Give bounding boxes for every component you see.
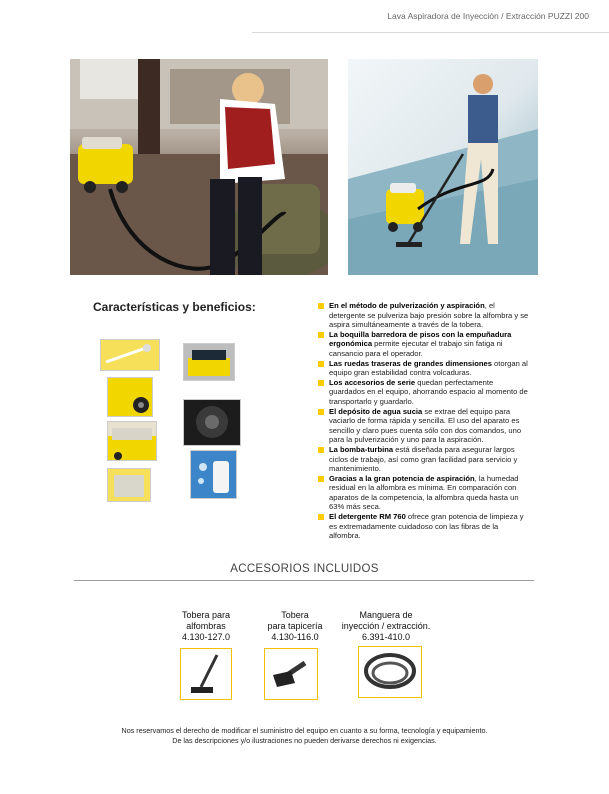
- accessory-name: Manguera de inyección / extracción.: [341, 610, 431, 631]
- accessory-injection-hose: [335, 610, 437, 643]
- accessories-title: ACCESORIOS INCLUIDOS: [230, 563, 379, 575]
- accessory-name: Tobera para tapicería: [267, 610, 323, 631]
- feature-item: En el método de pulverización y aspiración, el detergente se pulveriza bajo presión sobre la alfombra y se aspira simultáneamente a través de la tobera.: [318, 301, 530, 330]
- accessory-carpet-nozzle: [165, 610, 247, 643]
- thumbnail-machine-control: [183, 343, 235, 381]
- thumbnail-accessories-storage: [107, 421, 157, 461]
- thumbnail-pump-turbine: [183, 399, 241, 446]
- features-list: [318, 301, 530, 541]
- thumbnail-spray-nozzle: [100, 339, 160, 371]
- bullet-square-icon: [318, 303, 324, 309]
- feature-item: Las ruedas traseras de grandes dimensiones otorgan al equipo gran estabilidad contra volcaduras.: [318, 359, 530, 378]
- bullet-square-icon: [318, 361, 324, 367]
- photo-woman-cleaning-armchair: [70, 59, 328, 275]
- footer-line-2: De las descripciones y/o ilustraciones no pueden derivarse derechos ni exigencias.: [172, 736, 437, 745]
- bullet-square-icon: [318, 514, 324, 520]
- bullet-square-icon: [318, 332, 324, 338]
- document-header-title: Lava Aspiradora de Inyección / Extracción PUZZI 200: [387, 11, 589, 21]
- header-rule: [252, 32, 609, 33]
- feature-item: Los accesorios de serie quedan perfectamente guardados en el equipo, ahorrando espacio al momento de transportarlo y guardarlo.: [318, 378, 530, 407]
- accessory-code: 4.130-127.0: [181, 632, 231, 642]
- feature-item: Gracias a la gran potencia de aspiración, la humedad residual en la alfombra es mínima. En comparación con aparatos de la competencia, la alfombra queda hasta un 63% más seca.: [318, 474, 530, 512]
- footer-disclaimer: [0, 726, 609, 746]
- photo-man-cleaning-floor: [348, 59, 538, 275]
- upholstery-nozzle-image: [264, 648, 318, 700]
- accessory-code: 6.391-410.0: [361, 632, 411, 642]
- accessory-name: Tobera para alfombras: [181, 610, 231, 631]
- accessory-upholstery-nozzle: [255, 610, 335, 643]
- carpet-nozzle-image: [180, 648, 232, 700]
- bullet-square-icon: [318, 447, 324, 453]
- features-section-title: Características y beneficios:: [93, 300, 256, 314]
- bullet-square-icon: [318, 409, 324, 415]
- thumbnail-detergent-rm760: [190, 450, 237, 499]
- feature-item: La boquilla barredora de pisos con la empuñadura ergonómica permite ejecutar el trabajo sin fatiga ni cansancio para el operador.: [318, 330, 530, 359]
- feature-item: El depósito de agua sucia se extrae del equipo para vaciarlo de forma rápida y sencilla. El uso del aparato es sencillo y claro pues cuenta sólo con dos comandos, uno para la pulverización y uno para la aspiración.: [318, 407, 530, 445]
- feature-item: El detergente RM 760 ofrece gran potencia de limpieza y es extremadamente cuidadoso con las fibras de la alfombra.: [318, 512, 530, 541]
- thumbnail-dirty-water-tank: [107, 468, 151, 502]
- feature-item: La bomba-turbina está diseñada para asegurar largos ciclos de trabajo, así como gran facilidad para servicio y mantenimiento.: [318, 445, 530, 474]
- bullet-square-icon: [318, 476, 324, 482]
- accessory-code: 4.130-116.0: [271, 632, 319, 642]
- injection-hose-image: [358, 646, 422, 698]
- accessories-rule: [74, 580, 534, 581]
- footer-line-1: Nos reservamos el derecho de modificar el suministro del equipo en cuanto a su forma, tecnología y equipamiento.: [121, 726, 488, 735]
- thumbnail-wheels: [107, 377, 153, 417]
- bullet-square-icon: [318, 380, 324, 386]
